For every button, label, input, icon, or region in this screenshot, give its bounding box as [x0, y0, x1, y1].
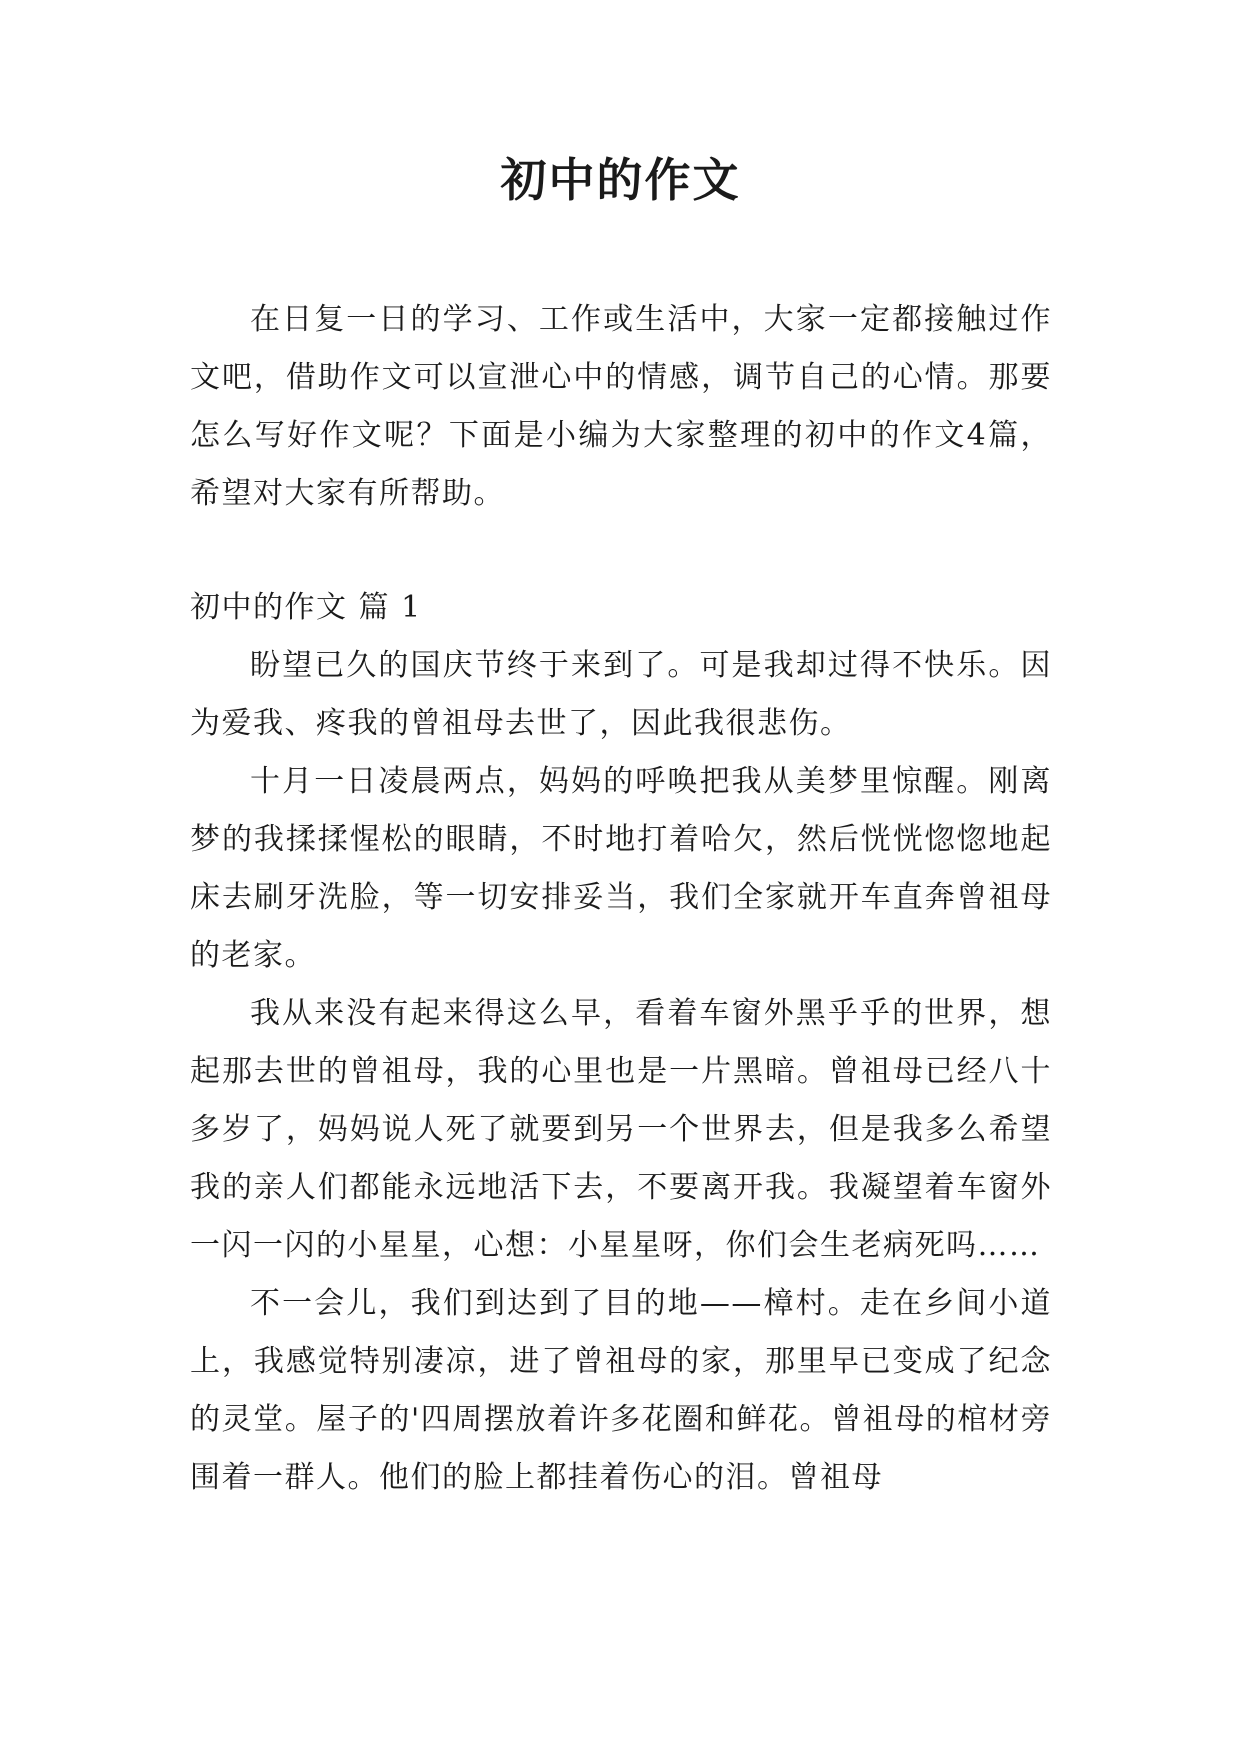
- intro-paragraph: 在日复一日的学习、工作或生活中，大家一定都接触过作文吧，借助作文可以宣泄心中的情感，调节自己的心情。那要怎么写好作文呢？下面是小编为大家整理的初中的作文4篇，希望对大家有所帮助。: [190, 302, 1052, 511]
- body-paragraph: 我从来没有起来得这么早，看着车窗外黑乎乎的世界，想起那去世的曾祖母，我的心里也是一片黑暗。曾祖母已经八十多岁了，妈妈说人死了就要到另一个世界去，但是我多么希望我的亲人们都能永远地活下去，不要离开我。我凝望着车窗外一闪一闪的小星星，心想：小星星呀，你们会生老病死吗……: [190, 996, 1052, 1263]
- body-paragraph: 十月一日凌晨两点，妈妈的呼唤把我从美梦里惊醒。刚离梦的我揉揉惺松的眼睛，不时地打着哈欠，然后恍恍惚惚地起床去刷牙洗脸，等一切安排妥当，我们全家就开车直奔曾祖母的老家。: [190, 764, 1052, 973]
- section-spacer: [190, 523, 1052, 579]
- document-body: [190, 291, 1052, 1507]
- body-paragraph: 盼望已久的国庆节终于来到了。可是我却过得不快乐。因为爱我、疼我的曾祖母去世了，因此我很悲伤。: [190, 648, 1052, 741]
- section-heading: 初中的作文 篇 1: [190, 590, 422, 625]
- document-title: 初中的作文: [500, 153, 741, 207]
- body-paragraph: 不一会儿，我们到达到了目的地——樟村。走在乡间小道上，我感觉特别凄凉，进了曾祖母的家，那里早已变成了纪念的灵堂。屋子的'四周摆放着许多花圈和鲜花。曾祖母的棺材旁围着一群人。他们的脸上都挂着伤心的泪。曾祖母: [190, 1286, 1052, 1495]
